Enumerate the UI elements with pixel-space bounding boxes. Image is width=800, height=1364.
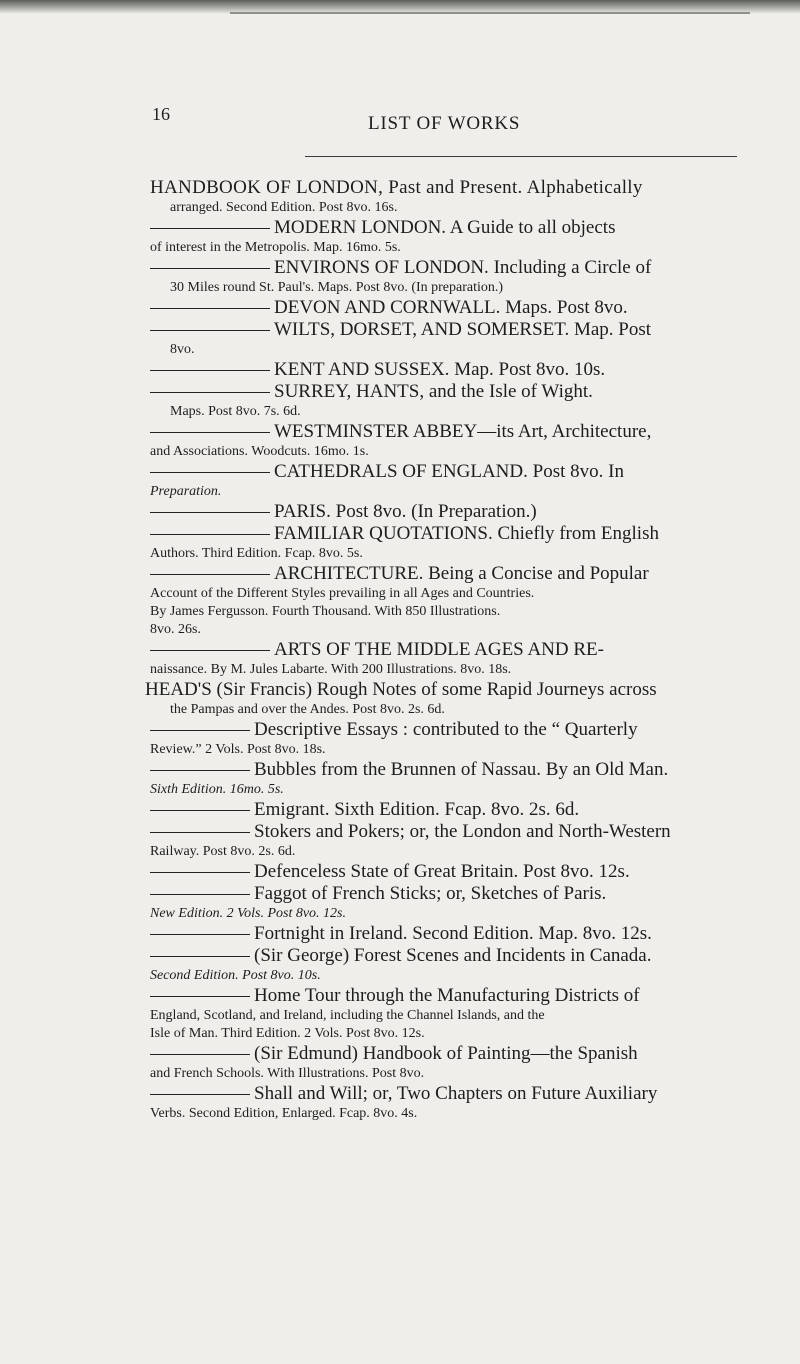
entry-title: KENT AND SUSSEX. [274, 359, 450, 380]
ditto-rule [150, 308, 270, 309]
entry-stokers-and-pokers [150, 821, 740, 861]
entry-title-tail: Map. Post 8vo. 10s. [449, 359, 606, 380]
entry-description: By James Fergusson. Fourth Thousand. With 850 Illustrations. [150, 604, 501, 619]
entry-title: Fortnight in Ireland. Second Edition. Map. 8vo. 12s. [254, 923, 652, 944]
entry-description: Isle of Man. Third Edition. 2 Vols. Post 8vo. 12s. [150, 1026, 425, 1041]
entry-kent-and-sussex [150, 359, 740, 381]
entry-description: Maps. Post 8vo. 7s. 6d. [170, 404, 301, 419]
entry-description: England, Scotland, and Ireland, including the Channel Islands, and the [150, 1008, 545, 1023]
entry-westminster-abbey [150, 421, 740, 461]
ditto-rule [150, 228, 270, 229]
entry-title-tail: Being a Concise and Popular [423, 563, 649, 584]
ditto-rule [150, 996, 250, 997]
entry-description: 8vo. [170, 342, 195, 357]
entry-title: WILTS, DORSET, AND SOMERSET. [274, 319, 570, 340]
ditto-rule [150, 392, 270, 393]
entry-title: CATHEDRALS OF ENGLAND. [274, 461, 528, 482]
ditto-rule [150, 934, 250, 935]
entry-title: ARTS OF THE MIDDLE AGES AND RE- [274, 639, 604, 660]
entry-emigrant [150, 799, 740, 821]
ditto-rule [150, 730, 250, 731]
entry-title: WESTMINSTER ABBEY—its Art, Architecture, [274, 421, 652, 442]
entry-title: (Sir George) Forest Scenes and Incidents in Canada. [254, 945, 652, 966]
entry-description: Railway. Post 8vo. 2s. 6d. [150, 844, 296, 859]
header-rule [305, 156, 737, 157]
ditto-rule [150, 370, 270, 371]
entry-description: and Associations. Woodcuts. 16mo. 1s. [150, 444, 369, 459]
entry-title: (Sir Edmund) Handbook of Painting—the Spanish [254, 1043, 638, 1064]
running-title: LIST OF WORKS [368, 113, 521, 134]
entry-title: Shall and Will; or, Two Chapters on Future Auxiliary [254, 1083, 658, 1104]
entry-title: DEVON AND CORNWALL. [274, 297, 501, 318]
entry-title-tail: Chiefly from English [492, 523, 659, 544]
entry-title: Descriptive Essays : contributed to the “ Quarterly [254, 719, 638, 740]
entry-modern-london [150, 217, 740, 257]
ditto-rule [150, 1054, 250, 1055]
entry-description: 30 Miles round St. Paul's. Maps. Post 8vo. (In preparation.) [170, 280, 504, 295]
entry-bubbles-from-brunnen [150, 759, 740, 799]
entry-title: Stokers and Pokers; or, the London and North-Western [254, 821, 671, 842]
entry-description: arranged. Second Edition. Post 8vo. 16s. [170, 200, 398, 215]
entry-description: Second Edition. Post 8vo. 10s. [150, 968, 321, 983]
entry-title-tail: Post 8vo. In [527, 461, 624, 482]
ditto-rule [150, 512, 270, 513]
entry-devon-and-cornwall [150, 297, 740, 319]
entry-environs-of-london [150, 257, 740, 297]
entry-title: HEAD'S (Sir Francis) Rough Notes of some Rapid Journeys across [145, 679, 657, 700]
top-edge-rule [230, 12, 750, 14]
entry-description: Preparation. [150, 484, 222, 499]
entry-familiar-quotations [150, 523, 740, 563]
entry-description: New Edition. 2 Vols. Post 8vo. 12s. [150, 906, 346, 921]
entry-title-tail: Alphabetically [522, 177, 643, 198]
entry-title: MODERN LONDON. [274, 217, 447, 238]
ditto-rule [150, 432, 270, 433]
ditto-rule [150, 1094, 250, 1095]
entry-description: Authors. Third Edition. Fcap. 8vo. 5s. [150, 546, 363, 561]
entry-description: naissance. By M. Jules Labarte. With 200 Illustrations. 8vo. 18s. [150, 662, 512, 677]
entry-description: Sixth Edition. 16mo. 5s. [150, 782, 284, 797]
entry-title: Defenceless State of Great Britain. Post 8vo. 12s. [254, 861, 630, 882]
entry-title: SURREY, HANTS, and the Isle of Wight. [274, 381, 593, 402]
entry-surrey-hants [150, 381, 740, 421]
entry-shall-and-will [150, 1083, 740, 1123]
entry-wilts-dorset-somerset [150, 319, 740, 359]
entry-title-tail: A Guide to all objects [446, 217, 616, 238]
entry-home-tour [150, 985, 740, 1043]
ditto-rule [150, 650, 270, 651]
entry-title: Home Tour through the Manufacturing Districts of [254, 985, 640, 1006]
entry-title-tail: Map. Post [569, 319, 652, 340]
entry-forest-scenes [150, 945, 740, 985]
entry-defenceless-state [150, 861, 740, 883]
entry-arts-of-middle-ages [150, 639, 740, 679]
entry-description: the Pampas and over the Andes. Post 8vo. 2s. 6d. [170, 702, 445, 717]
entry-heads-rough-notes [145, 679, 740, 719]
entry-description: 8vo. 26s. [150, 622, 201, 637]
entry-description: and French Schools. With Illustrations. Post 8vo. [150, 1066, 425, 1081]
entry-handbook-of-painting [150, 1043, 740, 1083]
entry-title: PARIS. [274, 501, 331, 522]
entry-title: Emigrant. Sixth Edition. Fcap. 8vo. 2s. 6d. [254, 799, 580, 820]
ditto-rule [150, 956, 250, 957]
entry-architecture [150, 563, 740, 639]
entry-title: ARCHITECTURE. [274, 563, 424, 584]
entry-faggot-of-french-sticks [150, 883, 740, 923]
entry-description: Verbs. Second Edition, Enlarged. Fcap. 8vo. 4s. [150, 1106, 418, 1121]
works-list [145, 177, 740, 1123]
entry-title-tail: Maps. Post 8vo. [500, 297, 628, 318]
entry-title: Faggot of French Sticks; or, Sketches of Paris. [254, 883, 607, 904]
page-number: 16 [152, 104, 170, 124]
entry-handbook-of-london [150, 177, 740, 217]
entry-title: HANDBOOK OF LONDON, Past and Present. [150, 177, 523, 198]
ditto-rule [150, 872, 250, 873]
entry-title-tail: Post 8vo. (In Preparation.) [330, 501, 537, 522]
entry-title-tail: Including a Circle of [488, 257, 652, 278]
ditto-rule [150, 330, 270, 331]
entry-fortnight-in-ireland [150, 923, 740, 945]
entry-title: Bubbles from the Brunnen of Nassau. By an Old Man. [254, 759, 669, 780]
ditto-rule [150, 534, 270, 535]
ditto-rule [150, 574, 270, 575]
entry-descriptive-essays [150, 719, 740, 759]
entry-description: Review.” 2 Vols. Post 8vo. 18s. [150, 742, 326, 757]
entry-description: Account of the Different Styles prevailing in all Ages and Countries. [150, 586, 535, 601]
ditto-rule [150, 832, 250, 833]
entry-title: ENVIRONS OF LONDON. [274, 257, 489, 278]
entry-title: FAMILIAR QUOTATIONS. [274, 523, 493, 544]
ditto-rule [150, 810, 250, 811]
ditto-rule [150, 770, 250, 771]
entry-description: of interest in the Metropolis. Map. 16mo. 5s. [150, 240, 401, 255]
ditto-rule [150, 472, 270, 473]
ditto-rule [150, 894, 250, 895]
entry-paris [150, 501, 740, 523]
entry-cathedrals-of-england [150, 461, 740, 501]
ditto-rule [150, 268, 270, 269]
